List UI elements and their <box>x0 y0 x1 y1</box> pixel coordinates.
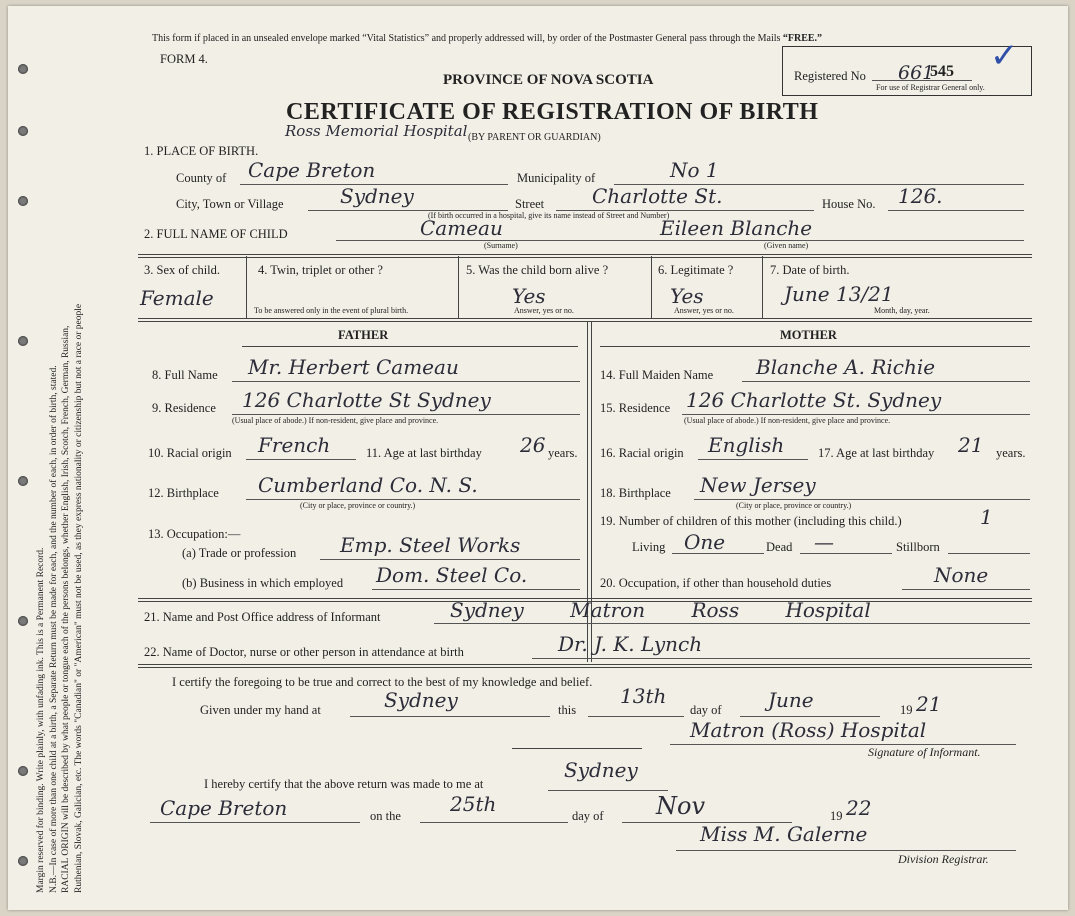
father-residence-note: (Usual place of abode.) If non-resident, give place and province. <box>232 416 439 425</box>
alive-value: Yes <box>512 284 546 308</box>
cert-day: 13th <box>620 684 667 708</box>
mail-notice: This form if placed in an unsealed envelope marked “Vital Statistics” and properly addressed will, by order of the Postmaster General pass through the Mails <box>152 33 781 44</box>
stillborn-label: Stillborn <box>896 540 940 554</box>
father-trade: Emp. Steel Works <box>340 533 521 557</box>
living-label: Living <box>632 540 666 554</box>
legitimate-label: 6. Legitimate ? <box>658 263 734 277</box>
mother-race-label: 16. Racial origin <box>600 446 684 460</box>
father-age: 26 <box>520 433 546 457</box>
mother-residence-label: 15. Residence <box>600 401 671 415</box>
living-value: One <box>684 530 726 554</box>
checkmark-icon: ✓ <box>990 36 1019 76</box>
registrar-signature-label: Division Registrar. <box>898 852 989 866</box>
informant-signature: Matron (Ross) Hospital <box>690 718 927 742</box>
registered-number-stamped: 545 <box>930 63 954 80</box>
margin-line-3: RACIAL ORIGIN will be described by what people or tongue each of the persons belongs, whether English, Irish, Scotch, French, German, Russian, <box>61 325 71 893</box>
sex-value: Female <box>140 286 214 310</box>
registrar-place: Sydney <box>564 758 638 782</box>
father-years-label: years. <box>548 446 578 460</box>
father-business: Dom. Steel Co. <box>376 563 528 587</box>
father-race-label: 10. Racial origin <box>148 446 232 460</box>
doctor-label: 22. Name of Doctor, nurse or other person in attendance at birth <box>144 645 464 659</box>
place-value: Ross Memorial Hospital <box>285 122 468 140</box>
county-label: County of <box>176 171 227 185</box>
registered-label: Registered No <box>794 69 866 83</box>
father-birthplace: Cumberland Co. N. S. <box>258 473 478 497</box>
informant-value: Sydney Matron Ross Hospital <box>450 598 871 622</box>
city-label: City, Town or Village <box>176 197 284 211</box>
father-age-label: 11. Age at last birthday <box>366 446 482 460</box>
given-note: (Given name) <box>764 241 809 250</box>
father-occupation-label: 13. Occupation:— <box>148 527 241 541</box>
free-label: “FREE.” <box>782 33 823 44</box>
mother-residence-note: (Usual place of abode.) If non-resident, give place and province. <box>684 416 891 425</box>
alive-note: Answer, yes or no. <box>514 306 574 315</box>
house-value: 126. <box>898 184 943 208</box>
dead-label: Dead <box>766 540 793 554</box>
mother-name: Blanche A. Richie <box>756 355 936 379</box>
informant-label: 21. Name and Post Office address of Informant <box>144 610 381 624</box>
subtitle: (BY PARENT OR GUARDIAN) <box>468 132 601 143</box>
father-race: French <box>258 433 331 457</box>
twin-note: To be answered only in the event of plural birth. <box>254 306 409 315</box>
hospital-note: (If birth occurred in a hospital, give its name instead of Street and Number) <box>428 211 670 220</box>
registrar-use-note: For use of Registrar General only. <box>876 83 985 92</box>
informant-signature-label: Signature of Informant. <box>868 745 981 759</box>
mother-age: 21 <box>958 433 984 457</box>
legitimate-value: Yes <box>670 284 704 308</box>
on-the-label: on the <box>370 809 401 823</box>
doctor-value: Dr. J. K. Lynch <box>558 632 703 656</box>
mother-birthplace-label: 18. Birthplace <box>600 486 671 500</box>
registrar-text: I hereby certify that the above return was made to me at <box>204 777 484 791</box>
surname-note: (Surname) <box>484 241 518 250</box>
municipality-value: No 1 <box>670 158 719 182</box>
father-name-label: 8. Full Name <box>152 368 218 382</box>
registrar-day-of-label: day of <box>572 809 604 823</box>
registrar-day: 25th <box>450 792 497 816</box>
certify-text: I certify the foregoing to be true and correct to the best of my knowledge and belief. <box>172 675 593 689</box>
city-value: Sydney <box>340 184 414 208</box>
mother-years-label: years. <box>996 446 1026 460</box>
father-trade-label: (a) Trade or profession <box>182 546 297 560</box>
legitimate-note: Answer, yes or no. <box>674 306 734 315</box>
street-label: Street <box>515 197 545 211</box>
dob-label: 7. Date of birth. <box>770 263 850 277</box>
cert-month: June <box>768 688 814 712</box>
dob-value: June 13/21 <box>784 282 894 306</box>
mother-occupation: None <box>934 563 989 587</box>
given-place: Sydney <box>384 688 458 712</box>
father-heading: FATHER <box>338 328 389 342</box>
street-value: Charlotte St. <box>592 184 723 208</box>
form-number: FORM 4. <box>160 52 208 66</box>
margin-line-2: N.B.—In case of more than one child at a birth, a Separate Return must be made for each, and the number of each, in order of birth, stated. <box>48 365 59 893</box>
dob-note: Month, day, year. <box>874 306 930 315</box>
registrar-year: 22 <box>846 796 872 820</box>
child-surname: Cameau <box>420 216 503 240</box>
father-birthplace-note: (City or place, province or country.) <box>300 501 416 510</box>
cert-year-prefix: 19 <box>900 703 913 717</box>
mother-race: English <box>708 433 785 457</box>
place-label: 1. PLACE OF BIRTH. <box>144 144 259 158</box>
province-heading: PROVINCE OF NOVA SCOTIA <box>443 72 654 88</box>
mother-birthplace-note: (City or place, province or country.) <box>736 501 852 510</box>
this-label: this <box>558 703 577 717</box>
dead-value: — <box>814 530 834 554</box>
mother-name-label: 14. Full Maiden Name <box>600 368 714 382</box>
twin-label: 4. Twin, triplet or other ? <box>258 263 383 277</box>
father-name: Mr. Herbert Cameau <box>248 355 459 379</box>
cert-day-of-label: day of <box>690 703 722 717</box>
father-residence-label: 9. Residence <box>152 401 216 415</box>
child-given-name: Eileen Blanche <box>660 216 813 240</box>
children-count: 1 <box>980 505 993 529</box>
municipality-label: Municipality of <box>517 171 596 185</box>
county-value: Cape Breton <box>248 158 376 182</box>
sex-label: 3. Sex of child. <box>144 263 221 277</box>
margin-notes <box>35 53 85 893</box>
mother-birthplace: New Jersey <box>700 473 816 497</box>
margin-line-1: Margin reserved for binding. Write plainly, with unfading ink. This is a Permanent Record. <box>36 547 46 893</box>
mother-residence: 126 Charlotte St. Sydney <box>686 388 942 412</box>
registrar-year-prefix: 19 <box>830 809 843 823</box>
father-birthplace-label: 12. Birthplace <box>148 486 219 500</box>
registrar-county: Cape Breton <box>160 796 288 820</box>
mother-heading: MOTHER <box>780 328 837 342</box>
alive-label: 5. Was the child born alive ? <box>466 263 609 277</box>
house-label: House No. <box>822 197 876 211</box>
margin-line-4: Ruthenian, Slovak, Galician, etc. The words "Canadian" or "American" must not be used, as they express nationality or citizenship but not a race or people <box>73 303 84 893</box>
father-residence: 126 Charlotte St Sydney <box>242 388 491 412</box>
cert-year: 21 <box>916 692 942 716</box>
child-name-label: 2. FULL NAME OF CHILD <box>144 227 288 241</box>
registered-number-handwritten: 661 <box>898 62 935 84</box>
registrar-signature: Miss M. Galerne <box>700 822 868 846</box>
mother-occupation-label: 20. Occupation, if other than household duties <box>600 576 832 590</box>
page-title: CERTIFICATE OF REGISTRATION OF BIRTH <box>286 99 819 125</box>
registrar-month: Nov <box>656 792 706 820</box>
children-count-label: 19. Number of children of this mother (including this child.) <box>600 514 902 528</box>
given-under-label: Given under my hand at <box>200 703 321 717</box>
father-business-label: (b) Business in which employed <box>182 576 344 590</box>
mother-age-label: 17. Age at last birthday <box>818 446 935 460</box>
